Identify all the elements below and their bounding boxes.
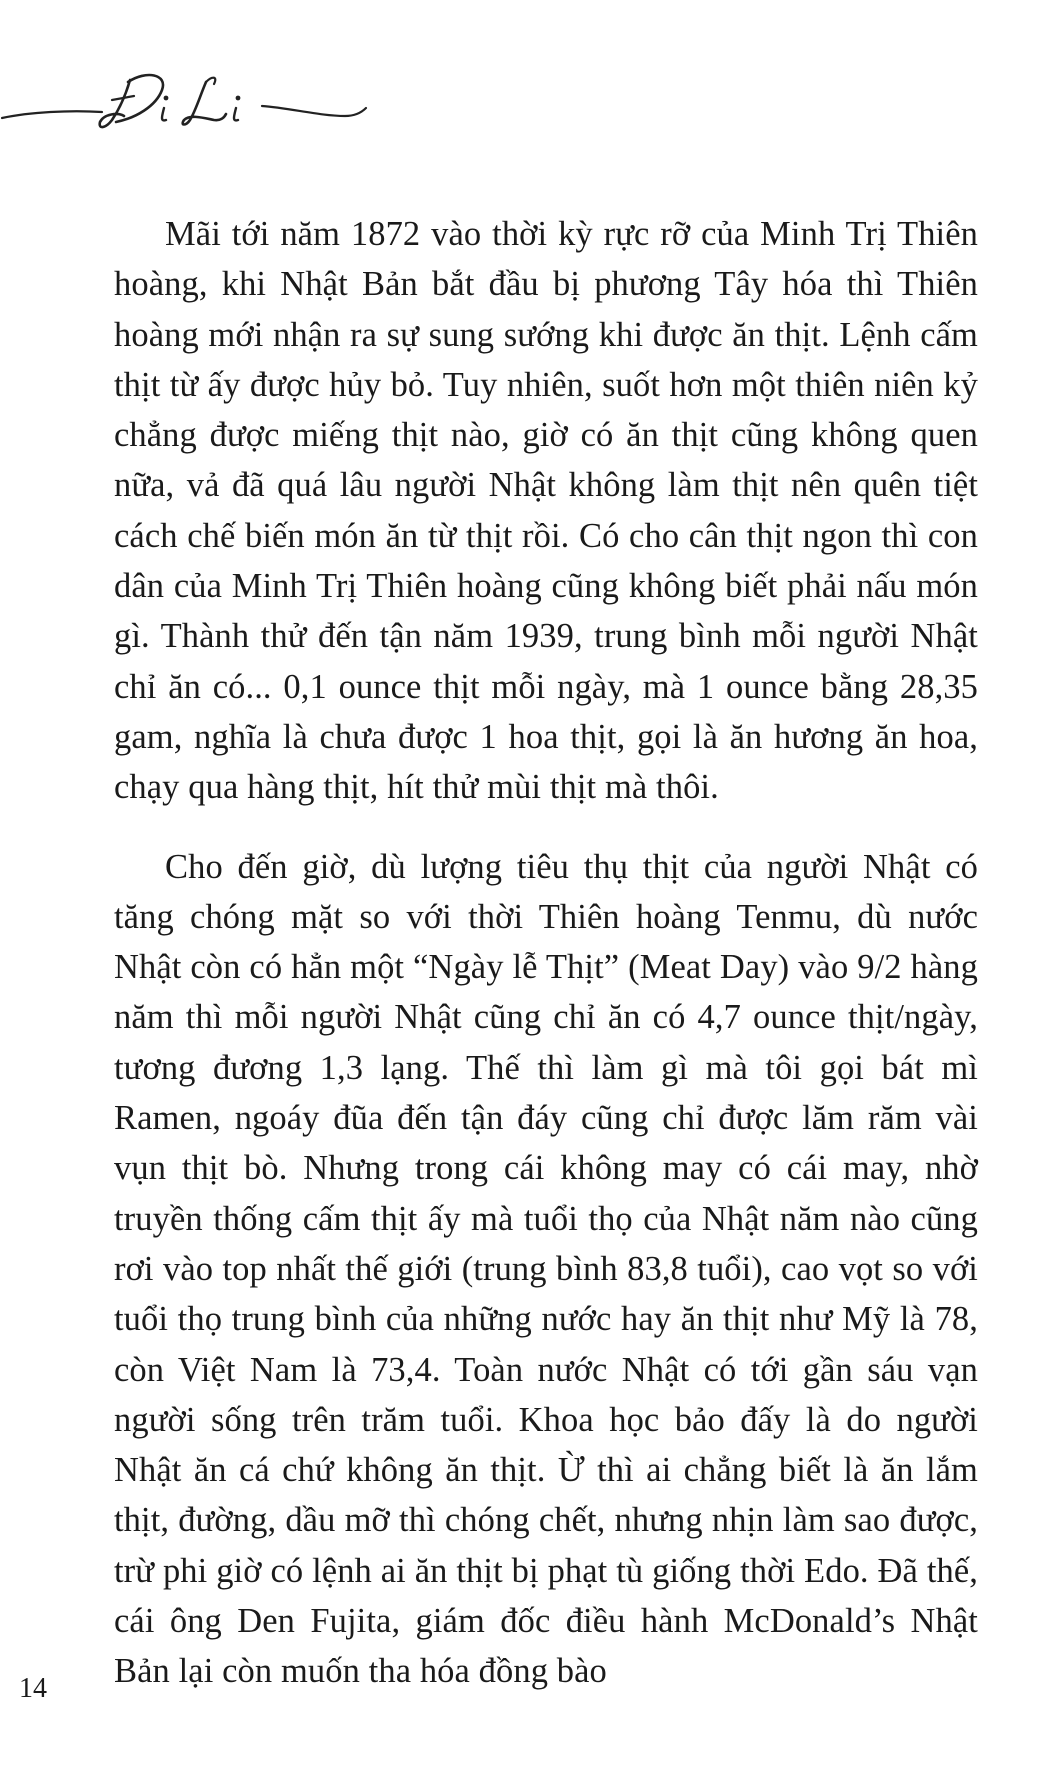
right-flourish-line bbox=[262, 106, 366, 116]
letter-i1-dot bbox=[164, 96, 169, 101]
handwritten-title bbox=[0, 60, 420, 150]
letter-D bbox=[100, 75, 163, 127]
letter-i2 bbox=[234, 108, 238, 120]
letter-L bbox=[183, 82, 226, 125]
letter-L-top bbox=[206, 78, 215, 84]
paragraph-1: Mãi tới năm 1872 vào thời kỳ rực rỡ của Minh Trị Thiên hoàng, khi Nhật Bản bắt đầu bị phương Tây hóa thì Thiên hoàng mới nhận ra sự sung sướng khi được ăn thịt. Lệnh cấm thịt từ ấy được hủy bỏ. Tuy nhiên, suốt hơn một thiên niên kỷ chẳng được miếng thịt nào, giờ có ăn thịt cũng không quen nữa, vả đã quá lâu người Nhật không làm thịt nên quên tiệt cách chế biến món ăn từ thịt rồi. Có cho cân thịt ngon thì con dân của Minh Trị Thiên hoàng cũng không biết phải nấu món gì. Thành thử đến tận năm 1939, trung bình mỗi người Nhật chỉ ăn có... 0,1 ounce thịt mỗi ngày, mà 1 ounce bằng 28,35 gam, nghĩa là chưa được 1 hoa thịt, gọi là ăn hương ăn hoa, chạy qua hàng thịt, hít thử mùi thịt mà thôi. bbox=[114, 215, 978, 807]
letter-i1 bbox=[162, 108, 166, 120]
paragraph-2: Cho đến giờ, dù lượng tiêu thụ thịt của người Nhật có tăng chóng mặt so với thời Thiên hoàng Tenmu, dù nước Nhật còn có hẳn một “Ngày lễ Thịt” (Meat Day) vào 9/2 hàng năm thì mỗi người Nhật cũng chỉ ăn có 4,7 ounce thịt/ngày, tương đương 1,3 lạng. Thế thì làm gì mà tôi gọi bát mì Ramen, ngoáy đũa đến tận đáy cũng chỉ được lăm răm vài vụn thịt bò. Nhưng trong cái không may có cái may, nhờ truyền thống cấm thịt ấy mà tuổi thọ của Nhật năm nào cũng rơi vào top nhất thế giới (trung bình 83,8 tuổi), cao vọt so với tuổi thọ trung bình của những nước hay ăn thịt như Mỹ là 78, còn Việt Nam là 73,4. Toàn nước Nhật có tới gần sáu vạn người sống trên trăm tuổi. Khoa học bảo đấy là do người Nhật ăn cá chứ không ăn thịt. Ừ thì ai chẳng biết là ăn lắm thịt, đường, dầu mỡ thì chóng chết, nhưng nhịn làm sao được, trừ phi giờ có lệnh ai ăn thịt bị phạt tù giống thời Edo. Đã thế, cái ông Den Fujita, giám đốc điều hành McDonald’s Nhật Bản lại còn muốn tha hóa đồng bào bbox=[114, 847, 978, 1691]
page-header bbox=[0, 60, 420, 150]
page-number: 14 bbox=[19, 1673, 47, 1704]
body-text bbox=[114, 209, 978, 1697]
left-flourish-line bbox=[2, 111, 102, 118]
letter-i2-dot bbox=[236, 96, 241, 101]
